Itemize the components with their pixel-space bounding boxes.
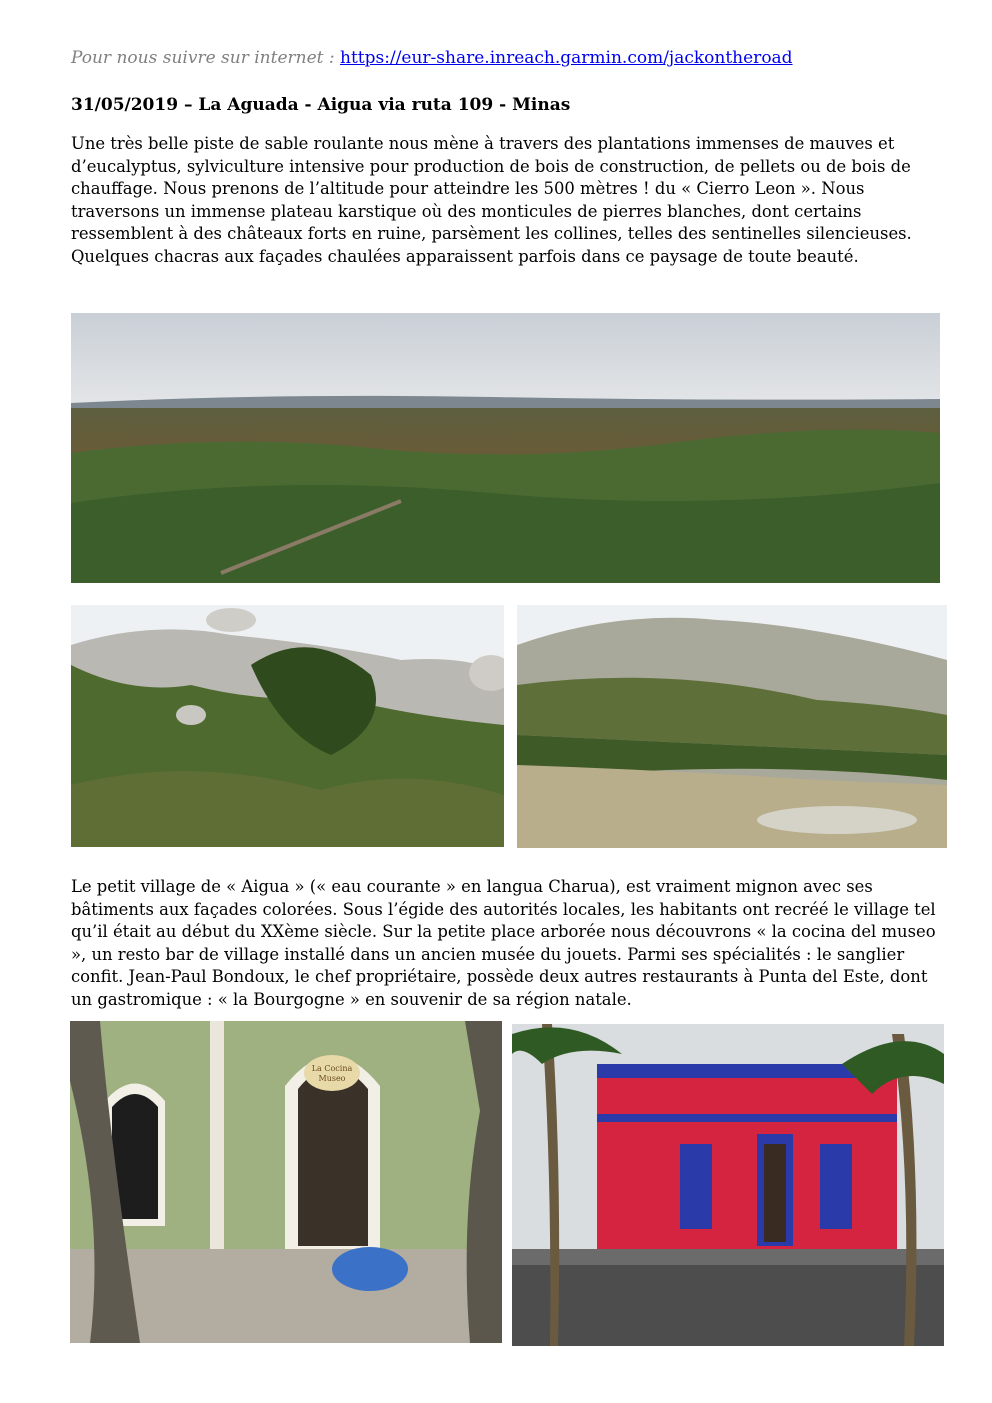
rocky-hill-photo xyxy=(71,605,504,847)
follow-line xyxy=(71,48,793,68)
sign-line-1: La Cocina xyxy=(311,1064,353,1073)
panorama-photo xyxy=(71,313,940,583)
paragraph-2: Quelques chacras aux façades chaulées apparaissent parfois dans ce paysage de toute beauté. xyxy=(71,246,859,266)
tracking-link[interactable]: https://eur-share.inreach.garmin.com/jackontheroad xyxy=(340,48,793,68)
intro-text xyxy=(71,133,951,269)
red-house-photo xyxy=(512,1024,944,1346)
entry-title: 31/05/2019 – La Aguada - Aigua via ruta 109 - Minas xyxy=(71,95,571,115)
karst-plateau-photo xyxy=(517,605,947,848)
follow-label: Pour nous suivre sur internet : xyxy=(71,48,335,68)
village-text xyxy=(71,876,951,1012)
sign-line-2: Museo xyxy=(318,1074,346,1083)
museum-restaurant-photo xyxy=(70,1021,502,1343)
paragraph-1: Une très belle piste de sable roulante nous mène à travers des plantations immenses de mauves et d’eucalyptus, sylviculture intensive pour production de bois de construction, de pellets ou de bois de chauffage. Nous prenons de l’altitude pour atteindre les 500 mètres ! du « Cierro Leon ». Nous traversons un immense plateau karstique où des monticules de pierres blanches, dont certains ressemblent à des châteaux forts en ruine, parsèment les collines, telles des sentinelles silencieuses. xyxy=(71,134,912,244)
paragraph-3: Le petit village de « Aigua » (« eau courante » en langua Charua), est vraiment mignon avec ses bâtiments aux façades colorées. Sous l’égide des autorités locales, les habitants ont recréé le village tel qu’il était au début du XXème siècle. Sur la petite place arborée nous découvrons « la cocina del museo », un resto bar de village installé dans un ancien musée du jouets. Parmi ses spécialités : le sanglier confit. Jean-Paul Bondoux, le chef propriétaire, possède deux autres restaurants à Punta del Este, dont un gastromique : « la Bourgogne » en souvenir de sa région natale. xyxy=(71,877,936,1009)
